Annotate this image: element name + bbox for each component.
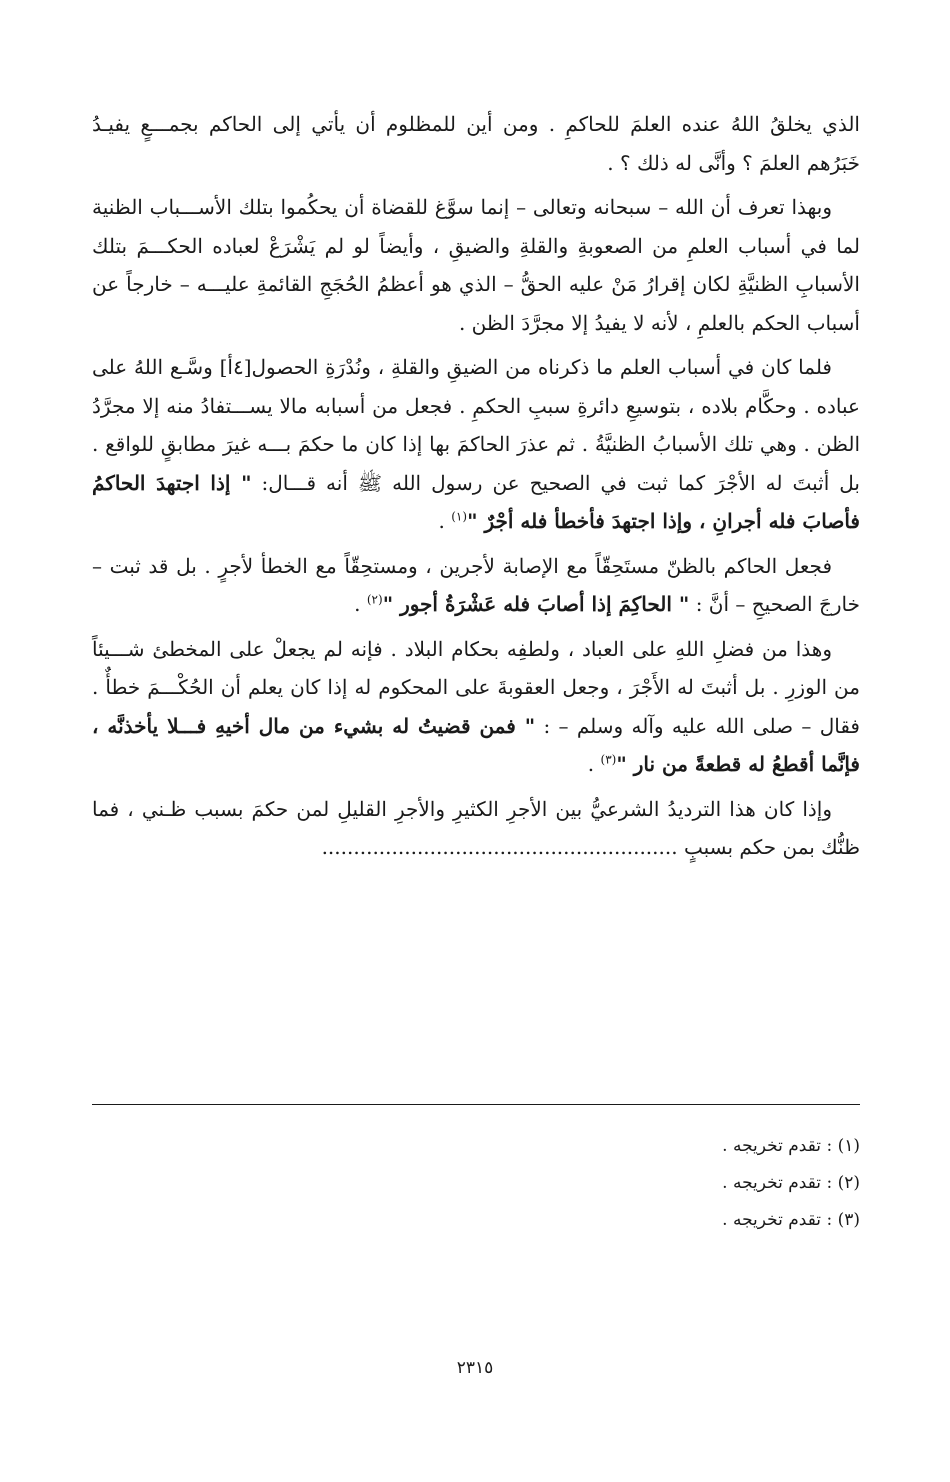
paragraph-1 xyxy=(92,105,860,182)
paragraph-2-text: وبهذا تعرف أن الله – سبحانه وتعالى – إنما سوَّغ للقضاة أن يحكُموا بتلك الأســـباب الظنية لما في أسباب العلمِ من الصعوبةِ والقلةِ والضيقِ ، وأيضاً لو لم يَشْرَعْ لعباده الحكـــمَ بتلك الأسبابِ الظنيَّةِ لكان إقرارُ مَنْ عليه الحقُّ – الذي هو أعظمُ الحُجَجِ القائمةِ عليـــه – خارجاً عن أسباب الحكم بالعلمِ ، لأنه لا يفيدُ إلا مجرَّدَ الظن . xyxy=(92,195,860,335)
hadith-quote-3: " فمن قضيتُ له بشيء من مال أخيهِ فـــلا يأخذنَّه ، فإنَّما أقطعُ له قطعةً من نار " xyxy=(92,713,860,776)
paragraph-1-text: الذي يخلقُ اللهُ عنده العلمَ للحاكمِ . ومن أين للمظلوم أن يأتي إلى الحاكم بجمـــعٍ يفيـدُ خَبَرُهم العلمَ ؟ وأنَّى له ذلك ؟ . xyxy=(92,112,860,175)
footnote-divider xyxy=(92,1104,860,1105)
footnotes xyxy=(92,1128,860,1239)
footnote-3: (٣) : تقدم تخريجه . xyxy=(722,1210,860,1230)
paragraph-2 xyxy=(92,188,860,342)
paragraph-6-text: وإذا كان هذا الترديدُ الشرعيُّ بين الأجرِ الكثيرِ والأجرِ القليلِ لمن حكمَ بسبب ظـني ، فما ظنُّك بمن حكم بسببٍ ........................................................ xyxy=(92,796,860,859)
paragraph-3 xyxy=(92,348,860,541)
paragraph-4-text: فجعل الحاكم بالظنّ مستَحِقّاً مع الإصابة لأجرين ، ومستحِقّاً مع الخطأ لأجرٍ . بل قد ثبت – خارجَ الصحيحِ – أنَّ : xyxy=(92,553,860,616)
paragraph-5-text: وهذا من فضلِ اللهِ على العباد ، ولطفِه بحكام البلاد . فإنه لم يجعلْ على المخطئ شـــيئاً من الوزرِ . بل أثبتَ له الأَجْرَ ، وجعل العقوبةَ على المحكوم له إذا كان يعلم أن الحُكْـــمَ خطأٌ . فقال – صلى الله عليه وآله وسلم – : xyxy=(92,636,860,738)
footnote-ref-2[interactable]: (٢) xyxy=(366,592,383,607)
footnote-1: (١) : تقدم تخريجه . xyxy=(722,1136,860,1156)
footnote-ref-3[interactable]: (٣) xyxy=(600,752,617,767)
footnote-ref-1[interactable]: (١) xyxy=(451,509,468,524)
paragraph-3-end: . xyxy=(438,509,452,533)
page-body xyxy=(92,105,860,873)
page-number: ٢٣١٥ xyxy=(456,1358,494,1378)
footnote-2: (٢) : تقدم تخريجه . xyxy=(722,1173,860,1193)
paragraph-3-text: فلما كان في أسباب العلم ما ذكرناه من الضيقِ والقلةِ ، ونُدْرَةِ الحصول[٤أ] وسَّـع اللهُ على عباده . وحكَّام بلاده ، بتوسيعِ دائرةِ سببِ الحكمِ . فجعل من أسبابه مالا يســـتفادُ منه إلا مجرَّدُ الظن . وهي تلك الأسبابُ الظنيَّةُ . ثم عذرَ الحاكمَ بها إذا كان ما حكمَ بـــه غيرَ مطابقٍ للواقع . بل أثبتَ له الأجْرَ كما ثبت في الصحيح عن رسول الله ﷺ أنه قـــال: xyxy=(92,355,860,495)
paragraph-6 xyxy=(92,790,860,867)
hadith-quote-2: " الحاكِمَ إذا أصابَ فله عَشْرَةُ أجور " xyxy=(382,592,690,616)
paragraph-4-end: . xyxy=(354,592,367,616)
hadith-quote-1: " إذا اجتهدَ الحاكمُ فأصابَ فله أجرانِ ، وإذا اجتهدَ فأخطأ فله أجْرٌ " xyxy=(92,470,860,533)
paragraph-4 xyxy=(92,547,860,624)
paragraph-5 xyxy=(92,630,860,784)
paragraph-5-end: . xyxy=(587,752,601,776)
